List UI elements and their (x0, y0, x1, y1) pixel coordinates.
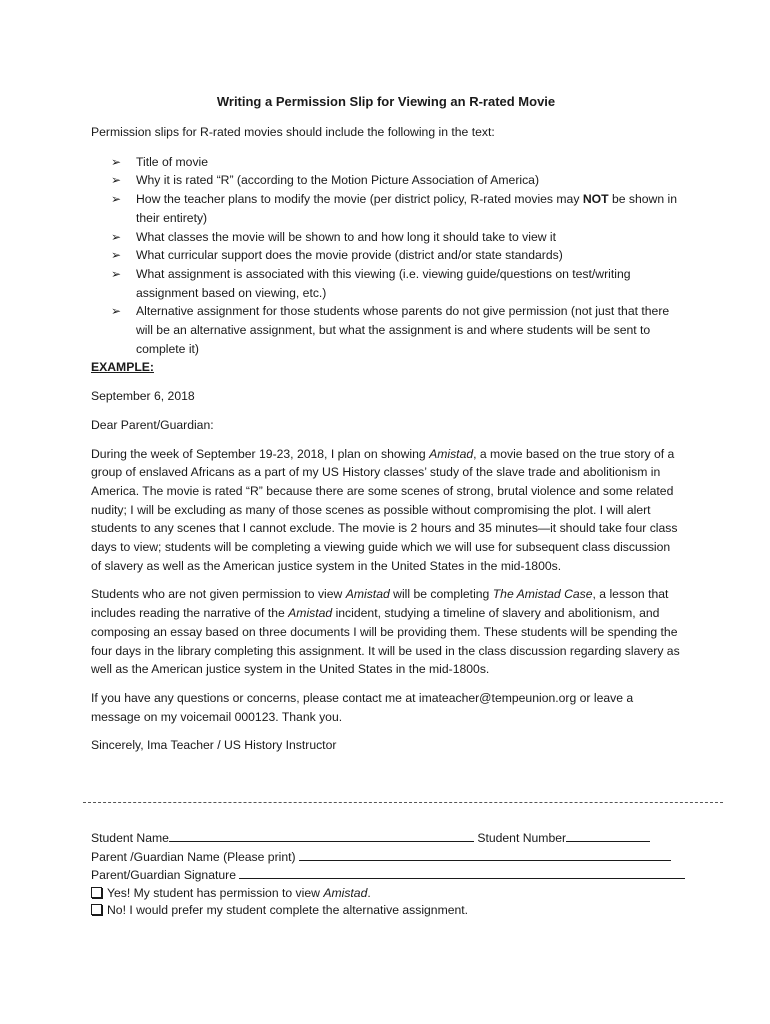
signature-row (91, 866, 691, 885)
permission-form (91, 829, 691, 920)
arrow-bullet-icon: ➢ (111, 229, 122, 244)
student-name-field[interactable] (169, 829, 474, 842)
letter-salutation: Dear Parent/Guardian: (91, 417, 214, 432)
signature-field[interactable] (239, 866, 685, 879)
cut-line-divider (83, 802, 723, 803)
arrow-bullet-icon: ➢ (111, 248, 122, 263)
guardian-name-field[interactable] (299, 848, 671, 861)
letter-closing: Sincerely, Ima Teacher / US History Instructor (91, 738, 337, 753)
requirements-list (91, 153, 681, 359)
list-item: ➢ What curricular support does the movie provide (district and/or state standards) (136, 246, 681, 265)
student-row (91, 829, 691, 848)
letter-date: September 6, 2018 (91, 389, 195, 404)
letter-paragraph-2: Students who are not given permission to view Amistad will be completing The Amistad Case, a lesson that includes reading the narrative of the Amistad incident, studying a timeline of slavery and abolitionism, and composing an essay based on three documents I will be providing them. These students will be spending the four days in the library completing this assignment. It will be used in the class discussion regarding slavery as well as the American justice system in the United States in the mid-1800s. (91, 587, 680, 677)
no-option[interactable]: No! I would prefer my student complete the alternative assignment. (91, 902, 691, 920)
list-item: ➢ What classes the movie will be shown to and how long it should take to view it (136, 228, 681, 247)
document-body (91, 93, 681, 765)
arrow-bullet-icon: ➢ (111, 304, 122, 319)
document-title: Writing a Permission Slip for Viewing an R-rated Movie (216, 94, 556, 109)
list-item: ➢ Why it is rated “R” (according to the Motion Picture Association of America) (136, 171, 681, 190)
intro-text: Permission slips for R-rated movies should include the following in the text: (91, 125, 495, 139)
list-item: ➢ How the teacher plans to modify the movie (per district policy, R-rated movies may NOT be shown in their entirety) (111, 192, 677, 225)
arrow-bullet-icon: ➢ (111, 192, 122, 207)
letter-paragraph-1: During the week of September 19-23, 2018, I plan on showing Amistad, a movie based on the true story of a group of enslaved Africans as a part of my US History classes’ study of the slave trade and abolitionism in America. The movie is rated “R” because there are some scenes of strong, brutal violence and some related nudity; I will be excluding as many of those scenes as possible without compromising the plot. I will alert students to any scenes that I cannot exclude. The movie is 2 hours and 35 minutes—it should take four class days to view; students will be completing a viewing guide which we will use for subsequent class discussion of slavery as well as the American justice system in the United States in the mid-1800s. (91, 446, 678, 573)
list-item: ➢ Title of movie (136, 153, 681, 172)
example-label: EXAMPLE: (91, 360, 154, 375)
signature-label: Parent/Guardian Signature (91, 868, 236, 882)
student-number-field[interactable] (566, 829, 650, 842)
yes-checkbox[interactable] (91, 887, 102, 898)
list-item: ➢ Alternative assignment for those students whose parents do not give permission (not just that there will be an alternative assignment, but what the assignment is and where students will be sent to complete it) (111, 304, 670, 356)
arrow-bullet-icon: ➢ (111, 266, 122, 281)
student-number-label: Student Number (477, 831, 567, 845)
arrow-bullet-icon: ➢ (111, 154, 122, 169)
guardian-name-label: Parent /Guardian Name (Please print) (91, 849, 296, 864)
no-checkbox[interactable] (91, 904, 102, 915)
list-item: ➢ What assignment is associated with this viewing (i.e. viewing guide/questions on test/writing assignment based on viewing, etc.) (111, 266, 631, 300)
arrow-bullet-icon: ➢ (111, 173, 122, 188)
letter-paragraph-3: If you have any questions or concerns, please contact me at imateacher@tempeunion.org or leave a message on my voicemail 000123. Thank you. (91, 690, 634, 724)
student-name-label: Student Name (91, 831, 169, 845)
guardian-name-row (91, 848, 691, 867)
yes-option[interactable]: Yes! My student has permission to view Amistad. (91, 885, 691, 903)
